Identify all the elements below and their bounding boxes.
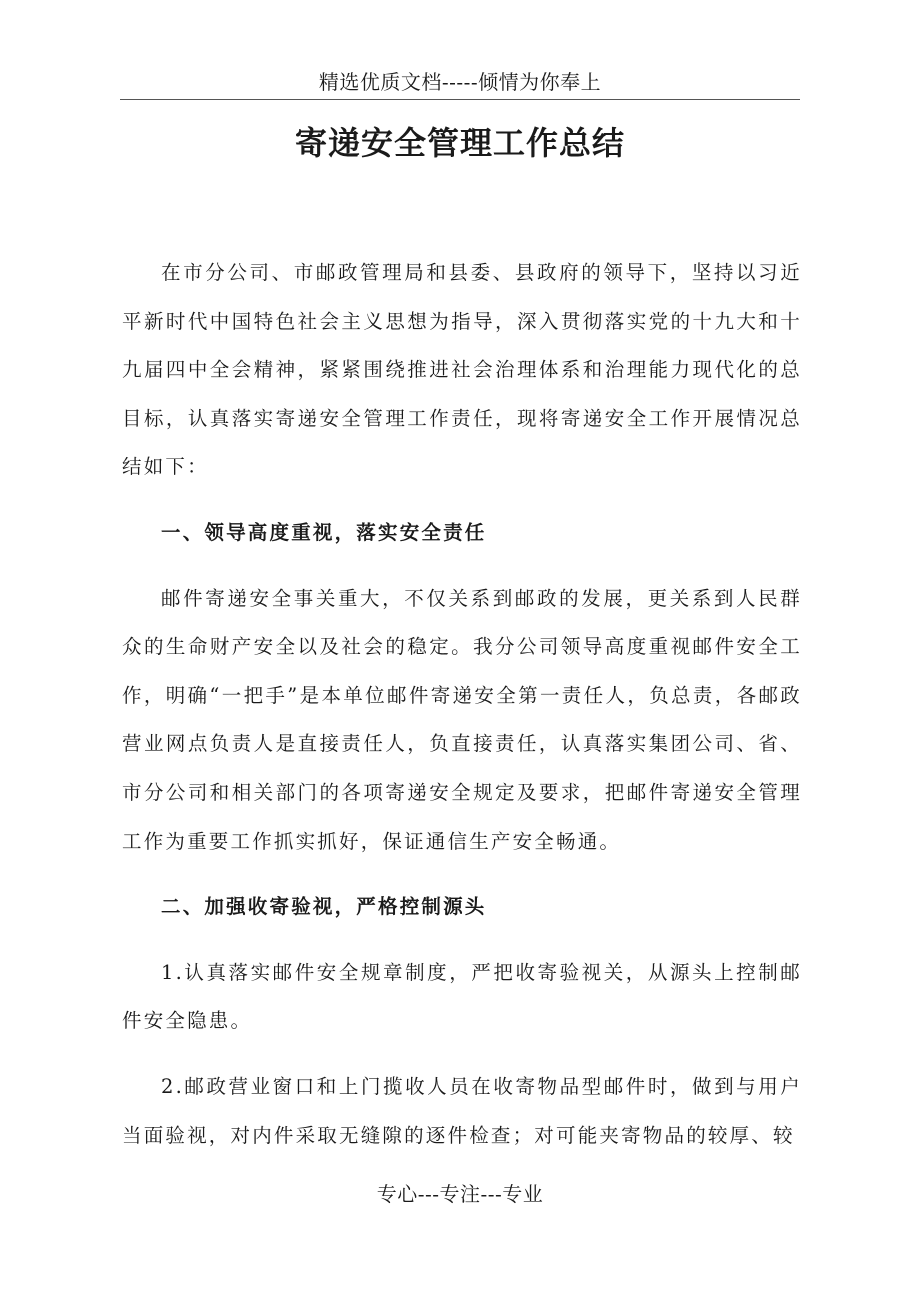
header-divider xyxy=(120,99,800,100)
section-paragraph: 1.认真落实邮件安全规章制度，严把收寄验视关，从源头上控制邮件安全隐患。 xyxy=(122,960,802,1033)
section-paragraph: 2.邮政营业窗口和上门揽收人员在收寄物品型邮件时，做到与用户当面验视，对内件采取无缝隙的逐件检查；对可能夹寄物品的较厚、较 xyxy=(122,1074,802,1147)
document-body xyxy=(122,249,802,1160)
page-footer: 专心---专注---专业 xyxy=(376,1182,544,1206)
section-paragraph: 邮件寄递安全事关重大，不仅关系到邮政的发展，更关系到人民群众的生命财产安全以及社会的稳定。我分公司领导高度重视邮件安全工作，明确“一把手”是本单位邮件寄递安全第一责任人，负总责，各邮政营业网点负责人是直接责任人，负直接责任，认真落实集团公司、省、市分公司和相关部门的各项寄递安全规定及要求，把邮件寄递安全管理工作为重要工作抓实抓好，保证通信生产安全畅通。 xyxy=(122,586,802,853)
intro-paragraph: 在市分公司、市邮政管理局和县委、县政府的领导下，坚持以习近平新时代中国特色社会主义思想为指导，深入贯彻落实党的十九大和十九届四中全会精神，紧紧围绕推进社会治理体系和治理能力现代化的总目标，认真落实寄递安全管理工作责任，现将寄递安全工作开展情况总结如下： xyxy=(122,261,802,479)
section-heading: 一、领导高度重视，落实安全责任 xyxy=(161,520,487,544)
document-title: 寄递安全管理工作总结 xyxy=(294,124,625,162)
paragraph-spacer xyxy=(122,1046,802,1063)
section-heading: 二、加强收寄验视，严格控制源头 xyxy=(161,895,487,919)
page-header: 精选优质文档-----倾情为你奉上 xyxy=(318,70,602,94)
